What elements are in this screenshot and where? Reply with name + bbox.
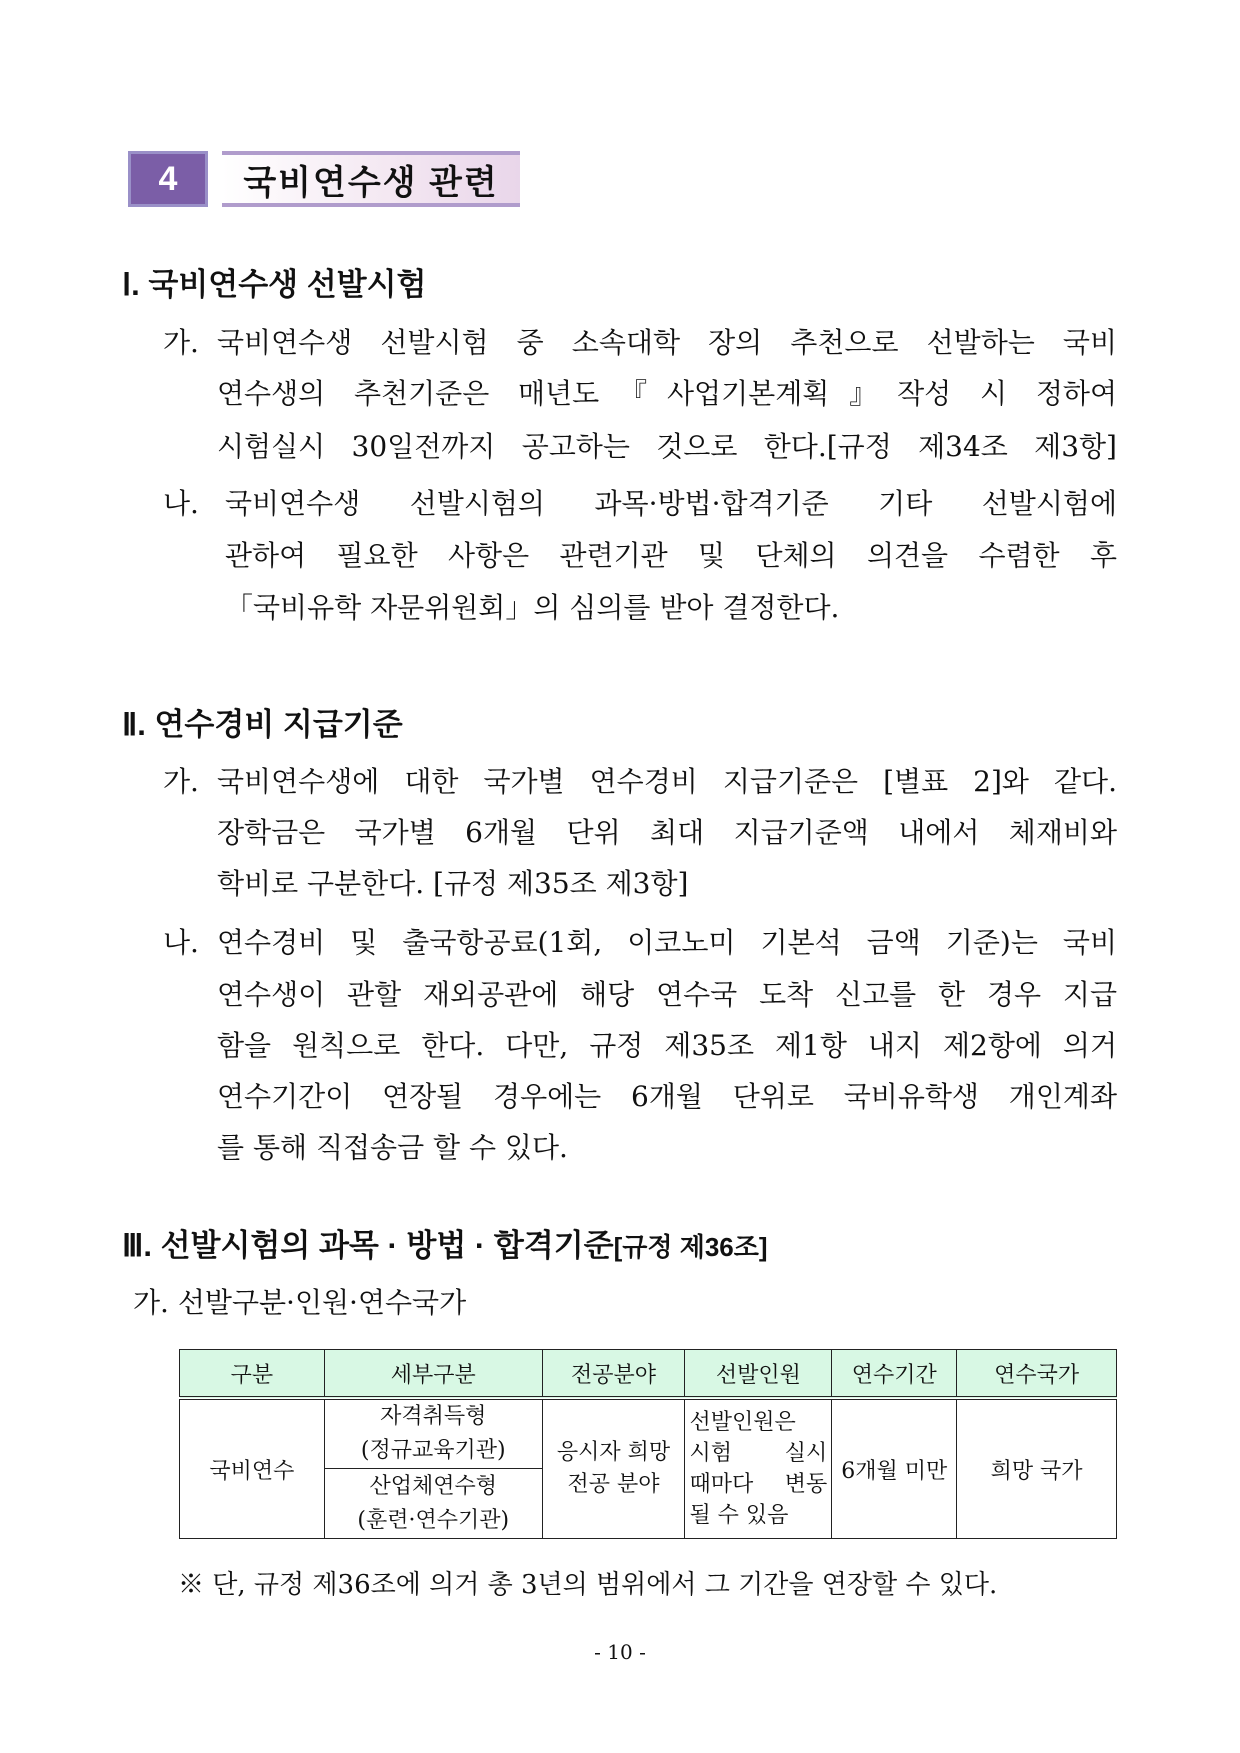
paragraph-line: 관하여 필요한 사항은 관련기관 및 단체의 의견을 수렴한 후	[225, 539, 1117, 572]
country-cell: 희망 국가	[957, 1398, 1117, 1539]
table-header-row	[180, 1350, 1117, 1399]
quota-line: 선발인원은	[689, 1410, 796, 1435]
section-title: 국비연수생 관련	[222, 151, 520, 207]
paragraph-line: 시험실시 30일전까지 공고하는 것으로 한다.[규정 제34조 제3항]	[217, 430, 1117, 463]
subtype-desc: (정규교육기관)	[360, 1438, 506, 1463]
item-marker: 나.	[163, 487, 199, 520]
paragraph-line: 국비연수생 선발시험 중 소속대학 장의 추천으로 선발하는 국비	[217, 326, 1117, 359]
major-line: 전공 분야	[567, 1472, 660, 1497]
subtype-name: 자격취득형	[380, 1404, 487, 1429]
subheading: 가. 선발구분·인원·연수국가	[133, 1286, 467, 1319]
col-header: 전공분야	[542, 1350, 685, 1399]
heading-reference: [규정 제36조]	[613, 1232, 768, 1262]
col-header: 연수기간	[832, 1350, 957, 1399]
period-cell: 6개월 미만	[832, 1398, 957, 1539]
paragraph-line: 연수경비 및 출국항공료(1회, 이코노미 기본석 금액 기준)는 국비	[217, 926, 1117, 959]
subtype-cell	[324, 1469, 542, 1539]
subtype-desc: (훈련·연수기관)	[357, 1507, 510, 1533]
heading-section-2: Ⅱ. 연수경비 지급기준	[122, 707, 403, 742]
subtype-name: 산업체연수형	[369, 1473, 497, 1499]
category-cell: 국비연수	[180, 1398, 325, 1539]
paragraph-line: 국비연수생 선발시험의 과목·방법·합격기준 기타 선발시험에	[225, 487, 1117, 520]
selection-table	[179, 1349, 1117, 1539]
paragraph-line: 장학금은 국가별 6개월 단위 최대 지급기준액 내에서 체재비와	[217, 816, 1117, 849]
paragraph-line: 연수생의 추천기준은 매년도『사업기본계획』작성 시 정하여	[217, 377, 1117, 410]
heading-section-1: Ⅰ. 국비연수생 선발시험	[122, 267, 427, 302]
table-row	[180, 1398, 1117, 1469]
quota-cell	[685, 1398, 832, 1539]
quota-line: 될 수 있음	[689, 1503, 789, 1528]
page-number: - 10 -	[594, 1640, 646, 1664]
paragraph-line: 연수생이 관할 재외공관에 해당 연수국 도착 신고를 한 경우 지급	[217, 978, 1117, 1011]
col-header: 구분	[180, 1350, 325, 1399]
col-header: 연수국가	[957, 1350, 1117, 1399]
subtype-cell	[324, 1398, 542, 1469]
paragraph-line: 국비연수생에 대한 국가별 연수경비 지급기준은 [별표 2]와 같다.	[217, 765, 1117, 798]
paragraph-line: 학비로 구분한다. [규정 제35조 제3항]	[217, 867, 689, 900]
paragraph-line: 함을 원칙으로 한다. 다만, 규정 제35조 제1항 내지 제2항에 의거	[217, 1029, 1117, 1062]
quota-line: 시험 실시	[689, 1441, 828, 1466]
item-marker: 가.	[163, 326, 199, 359]
major-cell	[542, 1398, 685, 1539]
footnote: ※ 단, 규정 제36조에 의거 총 3년의 범위에서 그 기간을 연장할 수 있다.	[178, 1570, 998, 1600]
item-marker: 가.	[163, 765, 199, 798]
item-marker: 나.	[163, 926, 199, 959]
paragraph-line: 연수기간이 연장될 경우에는 6개월 단위로 국비유학생 개인계좌	[217, 1080, 1117, 1113]
section-number-badge: 4	[128, 151, 208, 207]
paragraph-line: 「국비유학 자문위원회」의 심의를 받아 결정한다.	[225, 591, 840, 624]
quota-line: 때마다 변동	[689, 1472, 828, 1497]
heading-section-3	[122, 1226, 768, 1267]
heading-text: Ⅲ. 선발시험의 과목 · 방법 · 합격기준	[122, 1228, 614, 1263]
paragraph-line: 를 통해 직접송금 할 수 있다.	[217, 1131, 568, 1164]
col-header: 선발인원	[685, 1350, 832, 1399]
major-line: 응시자 희망	[556, 1440, 671, 1465]
col-header: 세부구분	[324, 1350, 542, 1399]
